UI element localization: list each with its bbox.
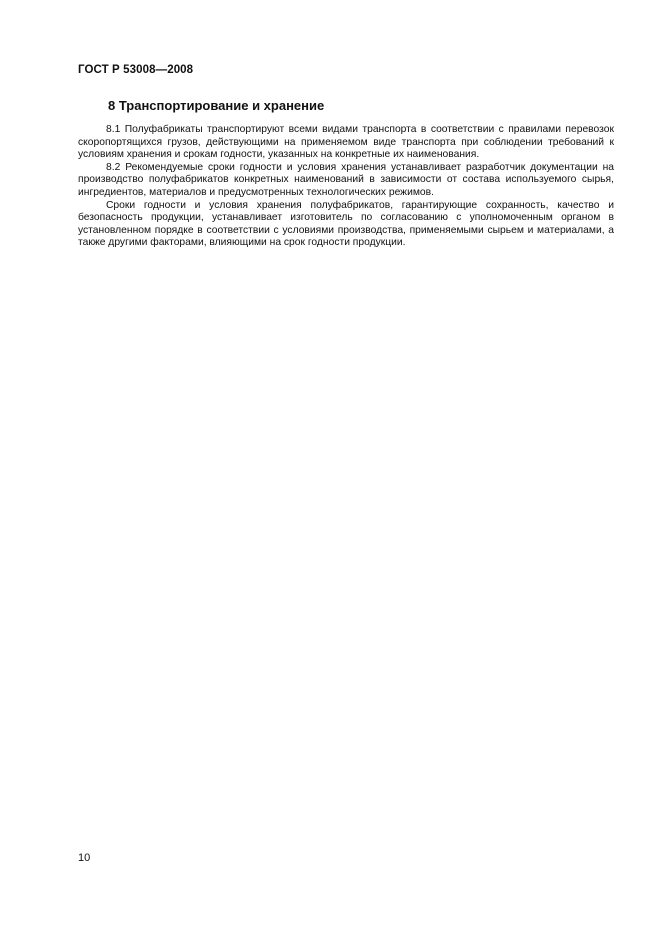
section-body bbox=[78, 124, 614, 250]
document-header: ГОСТ Р 53008—2008 bbox=[78, 64, 194, 76]
paragraph-8-1: 8.1 Полуфабрикаты транспортируют всеми видами транспорта в соответствии с правилами перевозок скоропортящихся грузов, действующими на применяемом виде транспорта при соблюдении требований к условиям хранения и срокам годности, указанных на конкретные их наименования. bbox=[78, 124, 614, 161]
page-number: 10 bbox=[78, 852, 91, 864]
paragraph-shelf-life: Сроки годности и условия хранения полуфабрикатов, гарантирующие сохранность, качество и безопасность продукции, устанавливает изготовитель по согласованию с уполномоченным органом в установленном порядке в соответствии с условиями производства, применяемыми сырьем и материалами, а также другими факторами, влияющими на срок годности продукции. bbox=[78, 199, 614, 249]
paragraph-8-2: 8.2 Рекомендуемые сроки годности и условия хранения устанавливает разработчик документации на производство полуфабрикатов конкретных наименований в зависимости от состава используемого сырья, ингредиентов, материалов и предусмотренных технологических режимов. bbox=[78, 161, 614, 198]
section-title: 8 Транспортирование и хранение bbox=[108, 98, 325, 113]
